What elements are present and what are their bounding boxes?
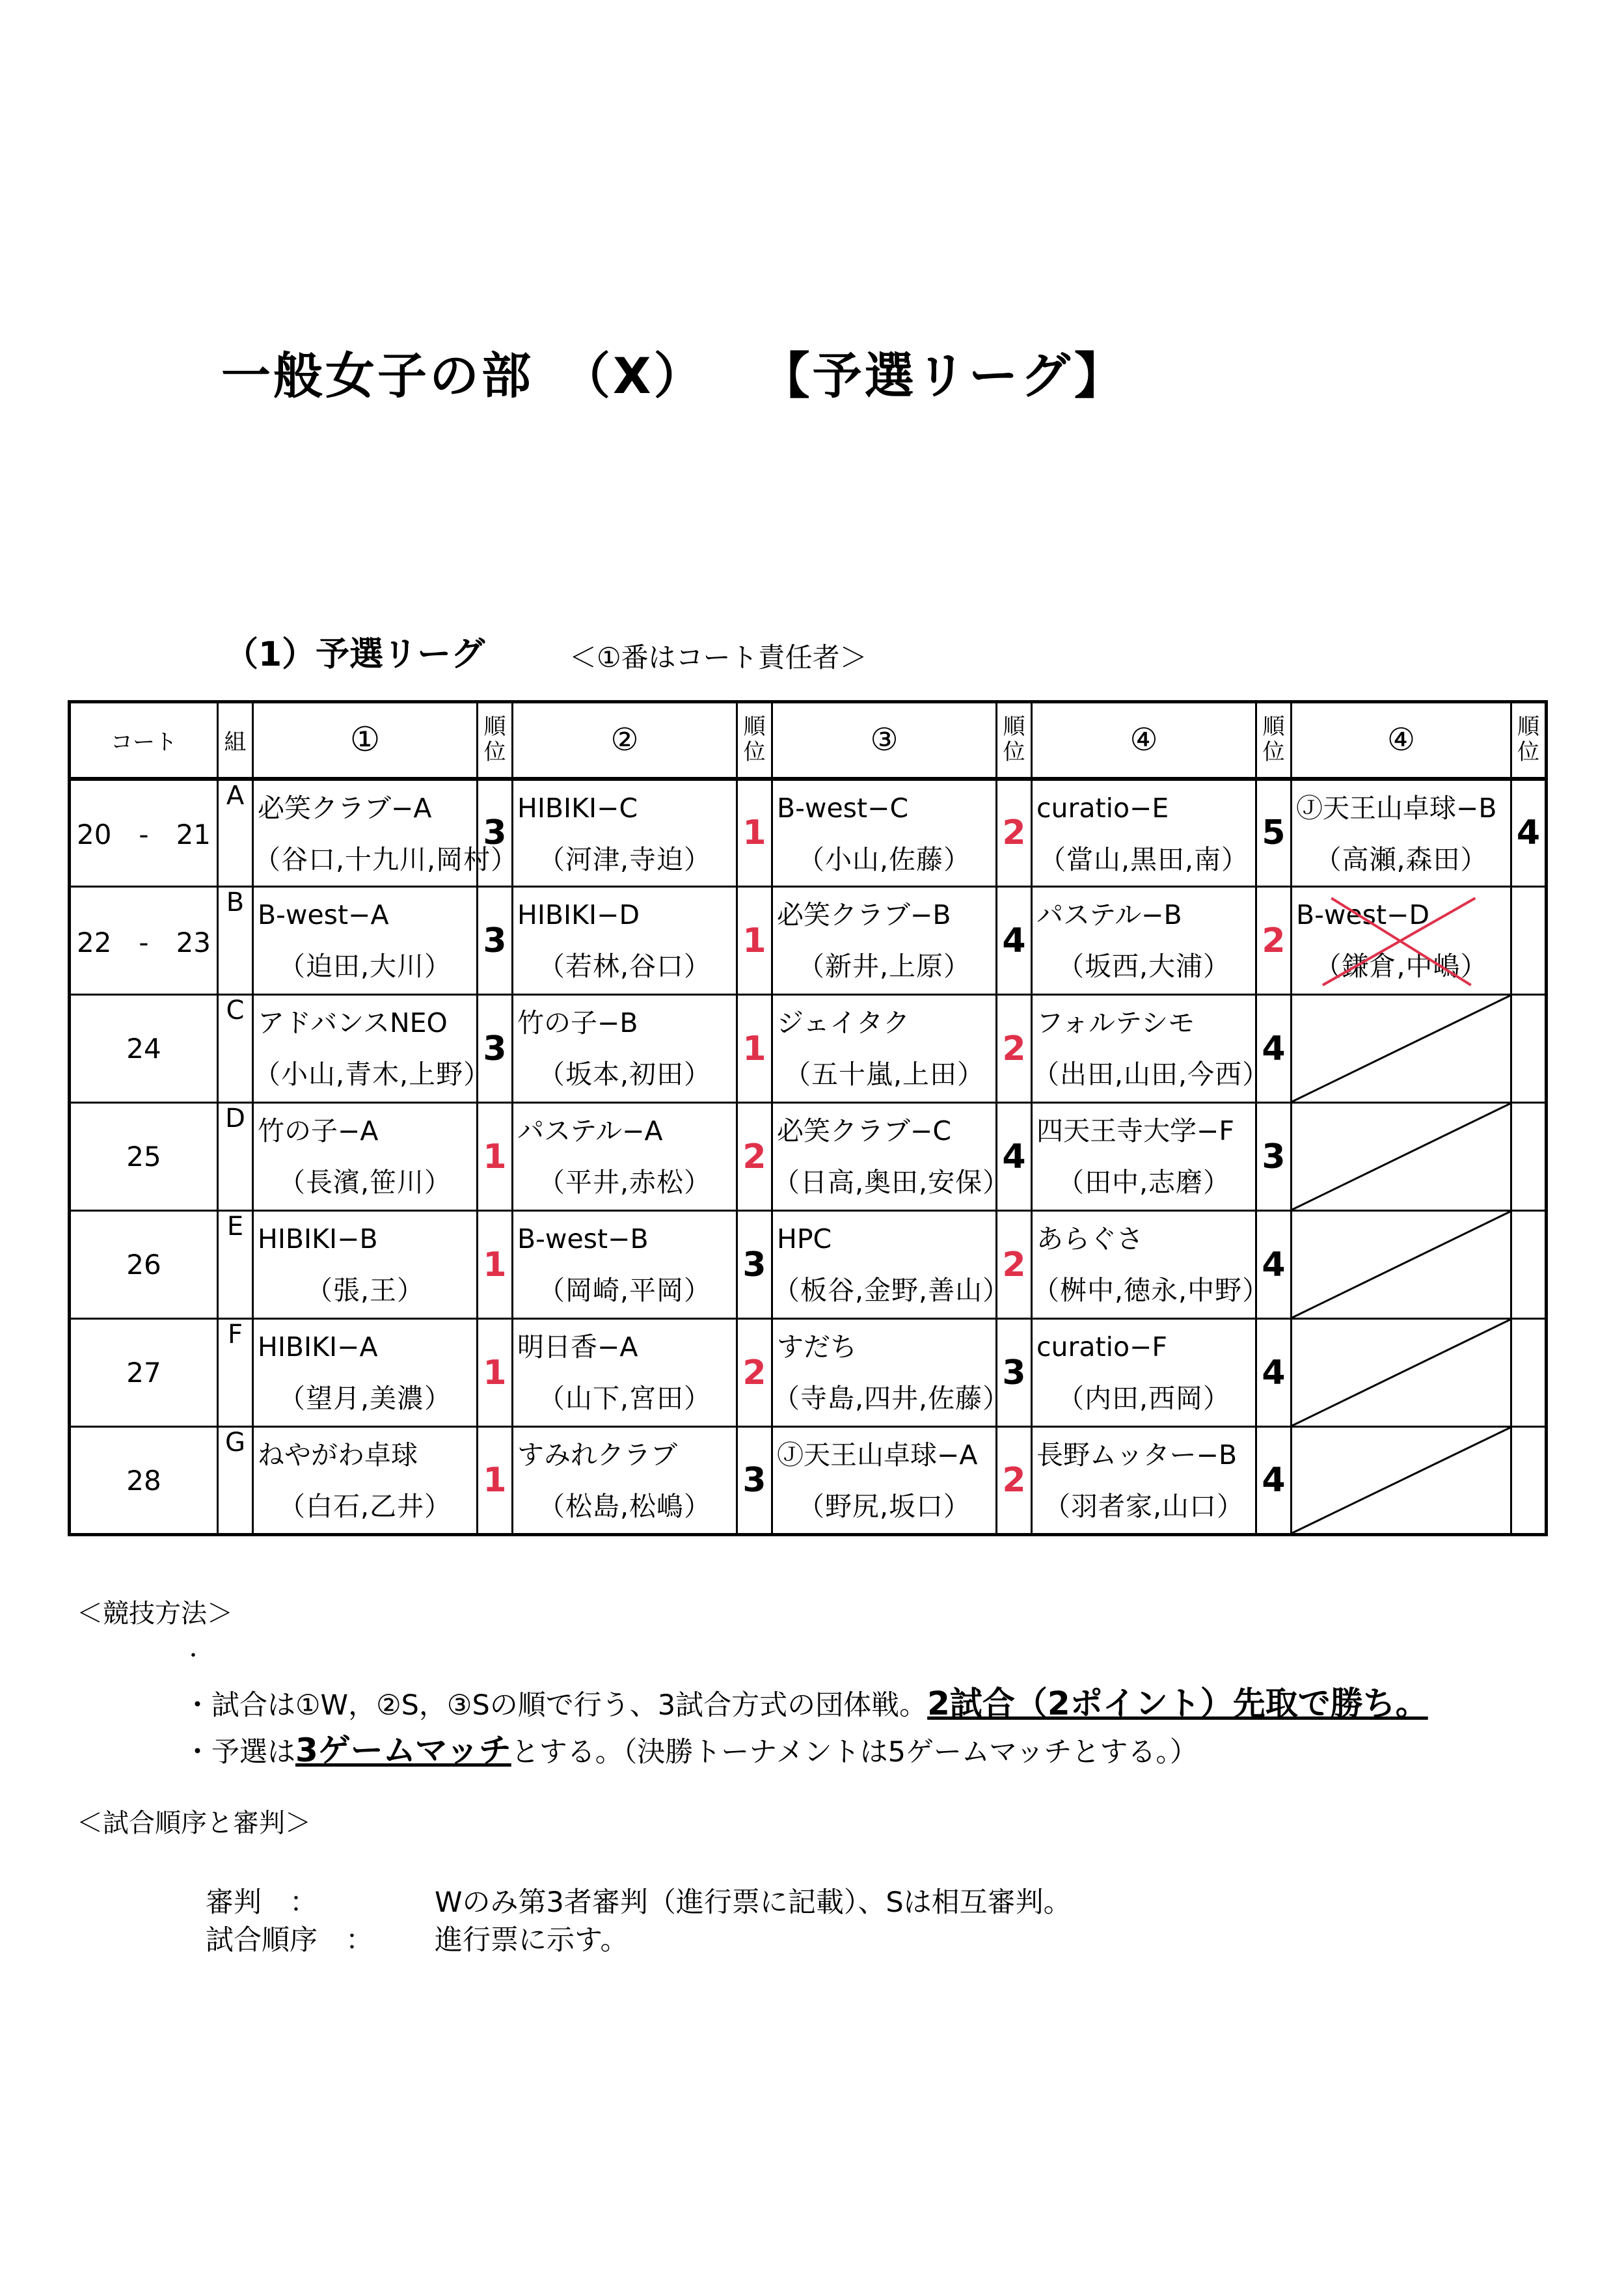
team-name: パステル−B [1036, 899, 1182, 930]
team-members: （谷口,十九川,岡村） [254, 843, 519, 875]
team-name: ジェイタク [777, 1007, 910, 1038]
header-team-1: ① [253, 702, 478, 779]
team-name: HIBIKI−C [517, 792, 638, 824]
empty-rank-cell [1511, 1211, 1547, 1319]
team-members: （板谷,金野,善山） [773, 1275, 1010, 1307]
table-header-row [70, 702, 1547, 779]
empty-rank-cell [1511, 1427, 1547, 1535]
court-cell: 27 [70, 1319, 218, 1427]
team-members: （高瀬,森田） [1314, 843, 1488, 875]
rank-cell: 4 [1256, 995, 1292, 1103]
team-name: Ⓙ天王山卓球−B [1296, 792, 1497, 824]
rank-cell: 1 [737, 995, 772, 1103]
group-cell: E [218, 1211, 253, 1319]
rank-cell: 1 [478, 1103, 513, 1211]
rank-cell: 4 [997, 887, 1032, 995]
team-name: パステル−A [517, 1115, 663, 1147]
team-cell [253, 887, 478, 995]
rank-cell: 3 [478, 779, 513, 887]
rank-cell: 3 [737, 1427, 772, 1535]
team-name: 四天王寺大学−F [1036, 1115, 1234, 1147]
empty-slot-cell [1292, 995, 1511, 1103]
team-cell [772, 887, 997, 995]
team-cell [1292, 887, 1511, 995]
header-team-5: ④ [1292, 702, 1511, 779]
court-cell: 20 - 21 [70, 779, 218, 887]
header-court: コート [70, 702, 218, 779]
header-rank: 順位 [1511, 702, 1547, 779]
team-cell [1032, 1427, 1256, 1535]
team-members: （河津,寺迫） [537, 843, 712, 875]
team-cell [253, 779, 519, 887]
header-group: 組 [218, 702, 253, 779]
team-name: B-west−A [258, 899, 389, 930]
section-heading: （1）予選リーグ [224, 635, 485, 674]
team-members: （望月,美濃） [278, 1383, 452, 1415]
rank-cell: 3 [478, 887, 513, 995]
rule2-suffix: とする。（決勝トーナメントは5ゲームマッチとする。） [511, 1736, 1198, 1769]
table-row [70, 1103, 1547, 1211]
team-cell [513, 1427, 737, 1535]
team-cell [253, 1211, 478, 1319]
order-text: 進行票に示す。 [435, 1924, 629, 1957]
team-members: （鎌倉,中嶋） [1314, 951, 1488, 983]
rank-cell: 1 [737, 887, 772, 995]
diagonal-slash [1292, 1212, 1510, 1318]
court-cell: 24 [70, 995, 218, 1103]
page-title: 一般女子の部 （X） 【予選リーグ】 [221, 347, 1126, 405]
team-members: （日高,奥田,安保） [773, 1167, 1010, 1199]
team-name: HIBIKI−B [258, 1223, 378, 1255]
team-cell [772, 1427, 997, 1535]
rule1-emphasis: 2試合（2ポイント）先取で勝ち。 [927, 1685, 1428, 1722]
team-name: すだち [777, 1331, 857, 1363]
team-members: （寺島,四井,佐藤） [773, 1383, 1010, 1415]
team-cell [1032, 1103, 1256, 1211]
team-name: 長野ムッター−B [1036, 1439, 1238, 1471]
table-row [70, 995, 1547, 1103]
empty-rank-cell [1511, 1319, 1547, 1427]
rank-cell: 3 [997, 1319, 1032, 1427]
team-cell [513, 887, 737, 995]
rank-cell: 1 [478, 1319, 513, 1427]
team-members: （岡崎,平岡） [537, 1275, 712, 1307]
team-cell [1032, 1319, 1256, 1427]
cross-out-mark [1292, 888, 1510, 994]
team-name: 明日香−A [517, 1331, 638, 1363]
team-cell [253, 1427, 478, 1535]
empty-rank-cell [1511, 995, 1547, 1103]
header-rank: 順位 [997, 702, 1032, 779]
team-name: 必笑クラブ−B [777, 899, 951, 930]
table-row [70, 887, 1547, 995]
team-members: （田中,志磨） [1057, 1167, 1231, 1199]
team-cell [513, 779, 737, 887]
rule1-prefix: ・試合は①W，②S，③Sの順で行う、3試合方式の団体戦。 [183, 1689, 928, 1722]
team-cell [1032, 995, 1270, 1103]
header-team-2: ② [513, 702, 737, 779]
group-cell: F [218, 1319, 253, 1427]
team-members: （長濱,笹川） [278, 1167, 452, 1199]
team-members: （坂西,大浦） [1057, 951, 1231, 983]
order-heading: ＜試合順序と審判＞ [77, 1808, 311, 1838]
team-cell [513, 1103, 737, 1211]
team-members: （迫田,大川） [278, 951, 452, 983]
team-cell [513, 1211, 737, 1319]
rank-cell [1511, 887, 1547, 995]
diagonal-slash [1292, 1428, 1510, 1533]
team-name: HIBIKI−A [258, 1331, 378, 1363]
team-cell [1032, 1211, 1270, 1319]
rank-cell: 2 [997, 995, 1032, 1103]
team-name: Ⓙ天王山卓球−A [777, 1439, 978, 1471]
rule-line-1 [183, 1677, 1428, 1724]
rank-cell: 1 [478, 1211, 513, 1319]
diagonal-slash [1292, 996, 1510, 1102]
team-members: （當山,黒田,南） [1038, 843, 1249, 875]
bullet-dot: ・ [183, 1645, 203, 1668]
team-cell [772, 1319, 1010, 1427]
order-label: 試合順序 ： [206, 1924, 373, 1957]
team-cell [1292, 779, 1511, 887]
table-row [70, 1211, 1547, 1319]
team-name: ねやがわ卓球 [258, 1439, 418, 1471]
court-cell: 22 - 23 [70, 887, 218, 995]
table-row [70, 1319, 1547, 1427]
team-members: （小山,青木,上野） [254, 1059, 491, 1091]
team-name: 竹の子−B [517, 1007, 638, 1038]
section-note: ＜①番はコート責任者＞ [569, 642, 867, 673]
team-cell [772, 779, 997, 887]
diagonal-slash [1292, 1320, 1510, 1426]
rank-cell: 2 [997, 1427, 1032, 1535]
rank-cell: 4 [997, 1103, 1032, 1211]
empty-slot-cell [1292, 1427, 1511, 1535]
team-cell [772, 995, 997, 1103]
referee-text: Wのみ第3者審判（進行票に記載）、Sは相互審判。 [435, 1886, 1072, 1919]
team-name: B-west−B [517, 1223, 649, 1255]
rank-cell: 1 [478, 1427, 513, 1535]
rank-cell: 3 [737, 1211, 772, 1319]
rank-cell: 4 [1256, 1427, 1292, 1535]
rank-cell: 3 [1256, 1103, 1292, 1211]
group-cell: B [218, 887, 253, 995]
rule2-prefix: ・予選は [183, 1736, 295, 1769]
rank-cell: 3 [478, 995, 513, 1103]
group-cell: C [218, 995, 253, 1103]
team-cell [253, 995, 491, 1103]
team-cell [513, 1319, 737, 1427]
team-cell [253, 1103, 478, 1211]
header-rank: 順位 [737, 702, 772, 779]
rank-cell: 4 [1256, 1211, 1292, 1319]
team-name: アドバンスNEO [258, 1007, 448, 1038]
header-team-3: ③ [772, 702, 997, 779]
empty-slot-cell [1292, 1103, 1511, 1211]
team-members: （野尻,坂口） [797, 1491, 971, 1523]
league-table [68, 700, 1548, 1536]
team-members: （若林,谷口） [537, 951, 712, 983]
team-members: （平井,赤松） [537, 1167, 712, 1199]
header-team-4: ④ [1032, 702, 1256, 779]
rank-cell: 4 [1511, 779, 1547, 887]
rank-cell: 2 [737, 1103, 772, 1211]
method-heading: ＜競技方法＞ [77, 1599, 233, 1629]
table-row [70, 1427, 1547, 1535]
team-name: 必笑クラブ−A [258, 792, 432, 824]
team-cell [772, 1103, 1010, 1211]
team-cell [513, 995, 737, 1103]
team-members: （内田,西岡） [1057, 1383, 1231, 1415]
group-cell: D [218, 1103, 253, 1211]
rank-cell: 2 [1256, 887, 1292, 995]
team-members: （羽者家,山口） [1043, 1491, 1245, 1523]
header-rank: 順位 [1256, 702, 1292, 779]
team-cell [1032, 887, 1256, 995]
rule2-emphasis: 3ゲームマッチ [295, 1731, 511, 1769]
team-members: （桝中,徳永,中野） [1033, 1275, 1270, 1307]
team-name: あらぐさ [1036, 1223, 1143, 1255]
rule-line-2 [183, 1724, 1198, 1771]
team-members: （五十嵐,上田） [783, 1059, 985, 1091]
team-name: B-west−D [1296, 899, 1430, 930]
rank-cell: 2 [997, 779, 1032, 887]
team-name: curatio−F [1036, 1331, 1167, 1363]
team-name: すみれクラブ [517, 1439, 677, 1471]
rank-cell: 1 [737, 779, 772, 887]
court-cell: 26 [70, 1211, 218, 1319]
empty-slot-cell [1292, 1211, 1511, 1319]
rank-cell: 2 [737, 1319, 772, 1427]
team-name: フォルテシモ [1036, 1007, 1195, 1038]
team-members: （小山,佐藤） [797, 843, 971, 875]
team-cell [1032, 779, 1256, 887]
team-name: HPC [777, 1223, 832, 1255]
team-name: curatio−E [1036, 792, 1169, 824]
rank-cell: 5 [1256, 779, 1292, 887]
empty-rank-cell [1511, 1103, 1547, 1211]
rank-cell: 4 [1256, 1319, 1292, 1427]
court-cell: 25 [70, 1103, 218, 1211]
team-members: （山下,宮田） [537, 1383, 712, 1415]
team-cell [253, 1319, 478, 1427]
team-name: HIBIKI−D [517, 899, 640, 930]
team-members: （新井,上原） [797, 951, 971, 983]
team-members: （白石,乙井） [278, 1491, 452, 1523]
group-cell: G [218, 1427, 253, 1535]
team-members: （松島,松嶋） [537, 1491, 712, 1523]
team-name: B-west−C [777, 792, 909, 824]
group-cell: A [218, 779, 253, 887]
team-members: （張,王） [305, 1275, 425, 1307]
court-cell: 28 [70, 1427, 218, 1535]
diagonal-slash [1292, 1104, 1510, 1210]
rank-cell: 2 [997, 1211, 1032, 1319]
header-rank: 順位 [478, 702, 513, 779]
team-members: （出田,山田,今西） [1033, 1059, 1270, 1091]
team-members: （坂本,初田） [537, 1059, 712, 1091]
empty-slot-cell [1292, 1319, 1511, 1427]
team-name: 必笑クラブ−C [777, 1115, 951, 1147]
referee-label: 審判 ： [206, 1886, 318, 1919]
team-cell [772, 1211, 1010, 1319]
team-name: 竹の子−A [258, 1115, 379, 1147]
table-row [70, 779, 1547, 887]
